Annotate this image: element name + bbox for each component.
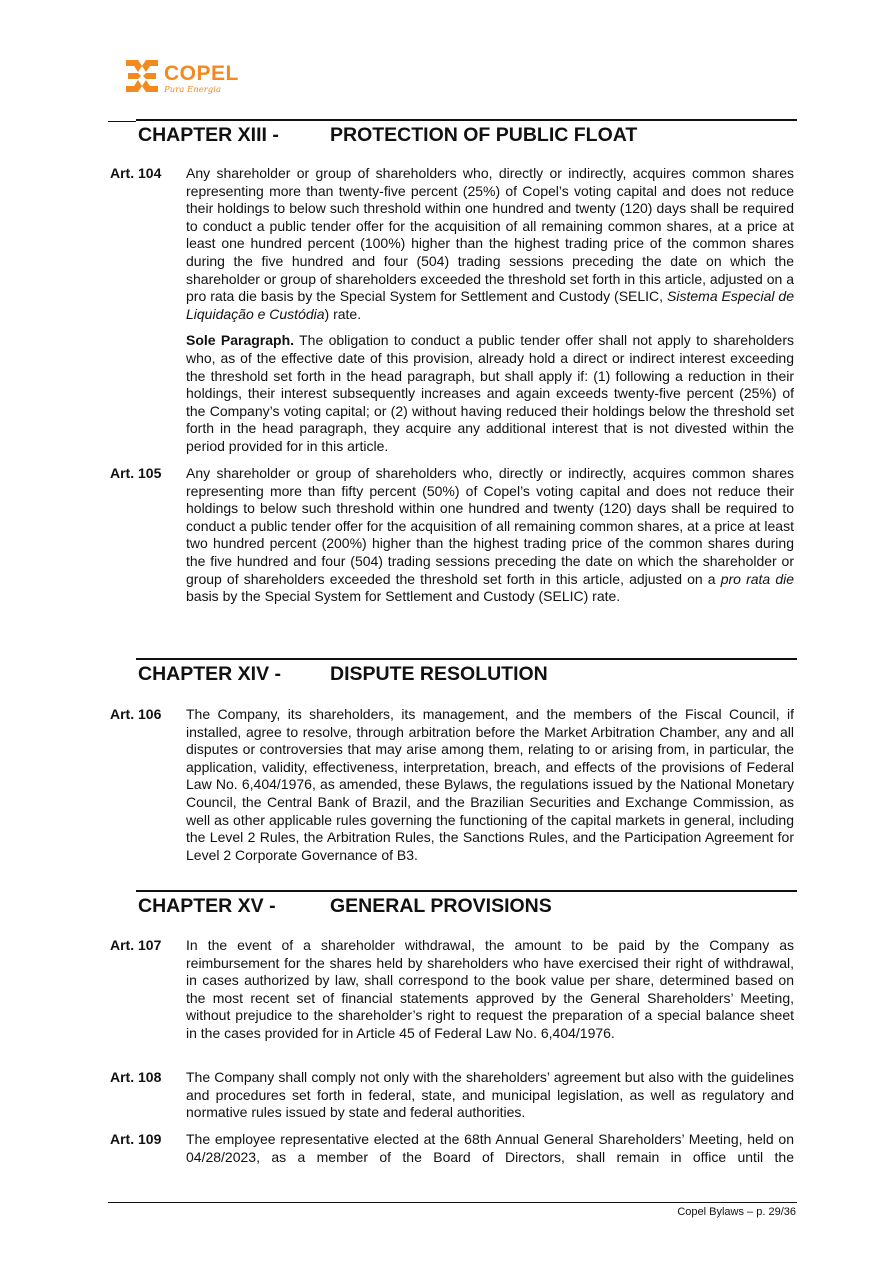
logo-wordmark: COPEL bbox=[164, 62, 239, 85]
chapter-number: CHAPTER XIV - bbox=[138, 663, 282, 685]
article-paragraph: Any shareholder or group of shareholders who, directly or indirectly, acquires common shares representing more than twenty-five percent (25%) of Copel’s voting capital and does not reduce their holdings to below such threshold within one hundred and twenty (120) days shall be required to conduct a public tender offer for the acquisition of all remaining common shares, at a price at least one hundred percent (100%) higher than the highest trading price of the common shares during the five hundred and four (504) trading sessions preceding the date on which the shareholder or group of shareholders exceeded the threshold set forth in this article, adjusted on a pro rata die basis by the Special System for Settlement and Custody (SELIC, Sistema Especial de Liquidação e Custódia) rate. bbox=[186, 165, 795, 322]
copel-logo bbox=[124, 56, 244, 102]
article-label: Art. 105 bbox=[110, 465, 162, 481]
article-105 bbox=[110, 465, 794, 615]
chapter-number: CHAPTER XV - bbox=[138, 895, 276, 917]
article-paragraph: The employee representative elected at the 68th Annual General Shareholders’ Meeting, held on 04/28/2023, as a member of the Board of Directors, shall remain in office until the bbox=[186, 1131, 794, 1165]
article-label: Art. 108 bbox=[110, 1069, 162, 1085]
chapter-number: CHAPTER XIII - bbox=[138, 124, 279, 146]
chapter-title: PROTECTION OF PUBLIC FLOAT bbox=[330, 124, 638, 146]
copel-emblem-icon bbox=[124, 58, 160, 94]
sole-paragraph: Sole Paragraph. The obligation to conduct a public tender offer shall not apply to shareholders who, as of the effective date of this provision, already hold a direct or indirect interest exceeding the threshold set forth in the head paragraph, but shall apply if: (1) following a reduction in their holdings, their interest subsequently increases and again exceeds twenty-five percent (25%) of the Company’s voting capital; or (2) without having reduced their holdings below the threshold set forth in the head paragraph, they acquire any additional interest that is not divested within the period provided for in this article. bbox=[186, 332, 795, 454]
sole-paragraph-label: Sole Paragraph. bbox=[186, 332, 295, 349]
chapter-title: DISPUTE RESOLUTION bbox=[330, 663, 548, 685]
article-108 bbox=[110, 1069, 794, 1131]
page-footer: Copel Bylaws – p. 29/36 bbox=[677, 1206, 796, 1218]
article-109 bbox=[110, 1131, 794, 1175]
chapter-heading-xv bbox=[136, 890, 797, 918]
article-label: Art. 106 bbox=[110, 706, 162, 722]
article-label: Art. 107 bbox=[110, 937, 162, 953]
article-label: Art. 104 bbox=[110, 165, 162, 181]
chapter-title: GENERAL PROVISIONS bbox=[330, 895, 552, 917]
article-paragraph: In the event of a shareholder withdrawal, the amount to be paid by the Company as reimbursement for the shares held by shareholders who have exercised their right of withdrawal, in cases authorized by law, shall correspond to the book value per share, determined based on the most recent set of financial statements approved by the General Shareholders’ Meeting, without prejudice to the shareholder’s right to request the preparation of a special balance sheet in the cases provided for in Article 45 of Federal Law No. 6,404/1976. bbox=[186, 937, 794, 1041]
article-paragraph: Any shareholder or group of shareholders who, directly or indirectly, acquires common shares representing more than fifty percent (50%) of Copel’s voting capital and does not reduce their holdings to below such threshold within one hundred and twenty (120) days shall be required to conduct a public tender offer for the acquisition of all remaining common shares, at a price at least two hundred percent (200%) higher than the highest trading price of the common shares during the five hundred and four (504) trading sessions preceding the date on which the shareholder or group of shareholders exceeded the threshold set forth in this article, adjusted on a pro rata die basis by the Special System for Settlement and Custody (SELIC) rate. bbox=[186, 465, 795, 605]
chapter-heading-xiii bbox=[136, 119, 797, 147]
header-rule-extension bbox=[108, 121, 136, 122]
article-104 bbox=[110, 165, 794, 465]
article-106 bbox=[110, 706, 794, 873]
article-paragraph: The Company, its shareholders, its management, and the members of the Fiscal Council, if installed, agree to resolve, through arbitration before the Market Arbitration Chamber, any and all disputes or controversies that may arise among them, relating to or arising from, in particular, the application, validity, effectiveness, interpretation, breach, and effects of the provisions of Federal Law No. 6,404/1976, as amended, these Bylaws, the regulations issued by the National Monetary Council, the Central Bank of Brazil, and the Brazilian Securities and Exchange Commission, as well as other applicable rules governing the functioning of the capital markets in general, including the Level 2 Rules, the Arbitration Rules, the Sanctions Rules, and the Participation Agreement for Level 2 Corporate Governance of B3. bbox=[186, 706, 794, 863]
article-label: Art. 109 bbox=[110, 1131, 162, 1147]
article-paragraph: The Company shall comply not only with the shareholders’ agreement but also with the guidelines and procedures set forth in federal, state, and municipal legislation, as well as regulatory and normative rules issued by state and federal authorities. bbox=[186, 1069, 794, 1121]
footer-rule bbox=[108, 1202, 797, 1203]
article-107 bbox=[110, 937, 794, 1052]
logo-tagline: Pura Energia bbox=[164, 85, 222, 95]
chapter-heading-xiv bbox=[136, 658, 797, 686]
